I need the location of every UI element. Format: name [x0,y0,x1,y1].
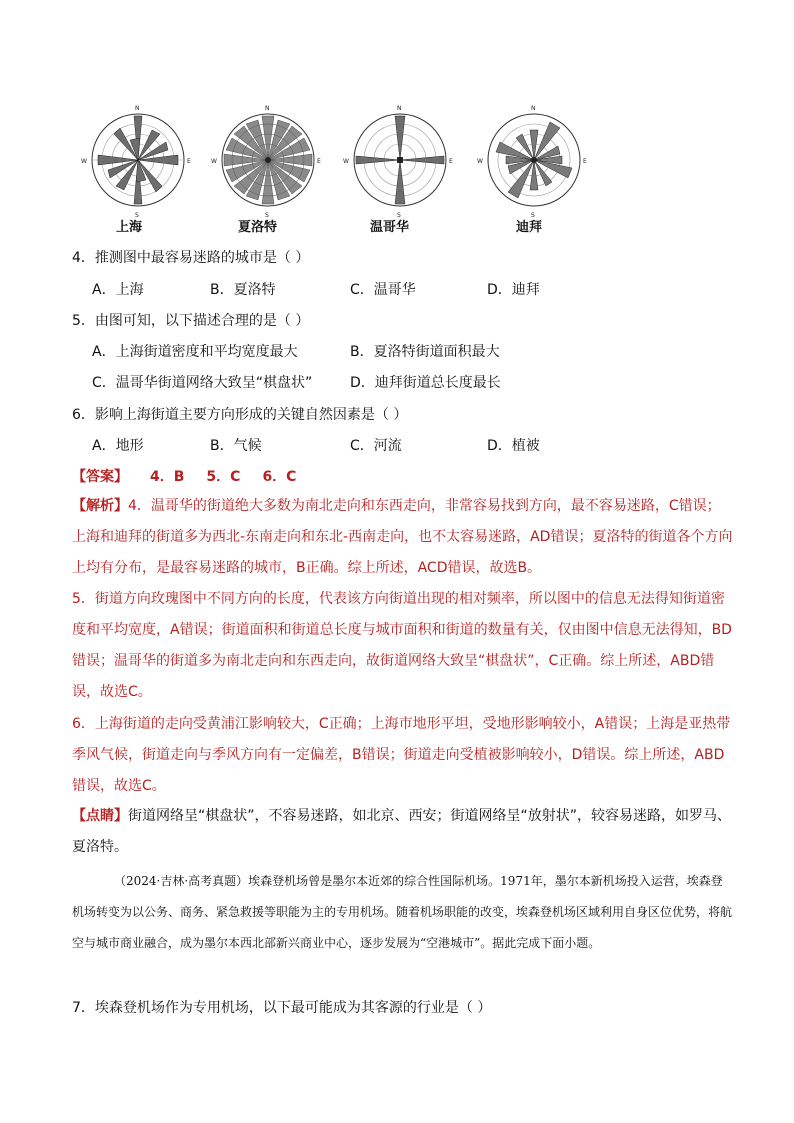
street-orientation-figure [78,100,598,240]
question-5-stem: 5．由图可知，以下描述合理的是（ ） [72,313,310,329]
q6-option-b: B．气候 [210,438,262,454]
analysis-4-text: 4．温哥华的街道绝大多数为南北走向和东西走向，非常容易找到方向，最不容易迷路，C错误；上海和迪拜的街道多为西北-东南走向和东北-西南走向，也不太容易迷路，AD错误；夏洛特的街道各个方向上均有分布，是最容易迷路的城市，B正确。综上所述，ACD错误，故选B。 [72,498,733,576]
svg-text:S: S [397,212,401,219]
svg-text:S: S [135,212,139,219]
tip-text: 街道网络呈“棋盘状”，不容易迷路，如北京、西安；街道网络呈“放射状”，较容易迷路，如罗马、夏洛特。 [72,808,732,855]
passage-intro: （2024·吉林·高考真题）埃森登机场曾是墨尔本近郊的综合性国际机场。1971年，墨尔本新机场投入运营，埃森登机场转变为以公务、商务、紧急救援等职能为主的专用机场。随着机场职能的改变，埃森登机场区域利用自身区位优势，将航空与城市商业融合，成为墨尔本西北部新兴商业中心，逐步发展为“空港城市”。据此完成下面小题。 [72,874,733,950]
answer-6: 6．C [262,469,297,485]
q4-option-b: B．夏洛特 [210,282,276,298]
svg-text:W: W [211,158,217,165]
rose-caption: 温哥华 [370,220,410,235]
svg-text:N: N [135,105,140,112]
rose-diagram-shanghai [78,100,198,220]
answer-label: 【答案】 [72,469,128,485]
q4-option-c: C．温哥华 [350,282,416,298]
svg-text:S: S [531,212,535,219]
rose-caption: 迪拜 [516,220,543,235]
rose-shanghai [78,100,198,235]
q5-option-a: A．上海街道密度和平均宽度最大 [92,344,298,360]
rose-caption: 上海 [116,220,143,235]
rose-diagram-charlotte [208,100,328,220]
analysis-6: 6．上海街道的走向受黄浦江影响较大，C正确；上海市地形平坦，受地形影响较小，A错误；上海是亚热带季风气候，街道走向与季风方向有一定偏差，B错误；街道走向受植被影响较小，D错误。综上所述，ABD错误，故选C。 [72,716,731,794]
svg-text:E: E [449,158,453,165]
q5-option-c: C．温哥华街道网络大致呈“棋盘状” [92,375,313,391]
rose-dubai [474,100,594,235]
analysis-4 [72,491,734,584]
q6-option-c: C．河流 [350,438,402,454]
question-4-stem: 4．推测图中最容易迷路的城市是（ ） [72,250,310,266]
question-7-stem: 7．埃森登机场作为专用机场，以下最可能成为其客源的行业是（ ） [72,1000,492,1016]
tip-label: 【点睛】 [72,808,128,824]
q6-option-a: A．地形 [92,438,144,454]
analysis-label: 【解析】 [72,498,128,514]
q5-option-b: B．夏洛特街道面积最大 [350,344,500,360]
q4-option-d: D．迪拜 [487,282,540,298]
svg-text:W: W [343,158,349,165]
svg-text:E: E [187,158,191,165]
rose-diagram-dubai [474,100,594,220]
analysis-5: 5．街道方向玫瑰图中不同方向的长度，代表该方向街道出现的相对频率，所以图中的信息无法得知街道密度和平均宽度，A错误；街道面积和街道总长度与城市面积和街道的数量有关，仅由图中信息无法得知，BD错误；温哥华的街道多为南北走向和东西走向，故街道网络大致呈“棋盘状”，C正确。综上所述，ABD错误，故选C。 [72,591,732,700]
rose-vancouver [340,100,460,235]
svg-text:S: S [265,212,269,219]
question-6-stem: 6．影响上海街道主要方向形成的关键自然因素是（ ） [72,407,408,423]
q4-option-a: A．上海 [92,282,144,298]
svg-text:W: W [81,158,87,165]
svg-text:E: E [317,158,321,165]
rose-charlotte [208,100,328,235]
answer-4: 4．B [150,469,185,485]
svg-text:W: W [477,158,483,165]
svg-text:N: N [265,105,270,112]
rose-caption: 夏洛特 [238,220,278,235]
svg-text:N: N [397,105,402,112]
q6-option-d: D．植被 [487,438,540,454]
svg-text:N: N [531,105,536,112]
answer-5: 5．C [206,469,241,485]
q5-option-d: D．迪拜街道总长度最长 [350,375,501,391]
answer-line [72,466,318,486]
rose-diagram-vancouver [340,100,460,220]
svg-text:E: E [583,158,587,165]
tip [72,801,734,863]
